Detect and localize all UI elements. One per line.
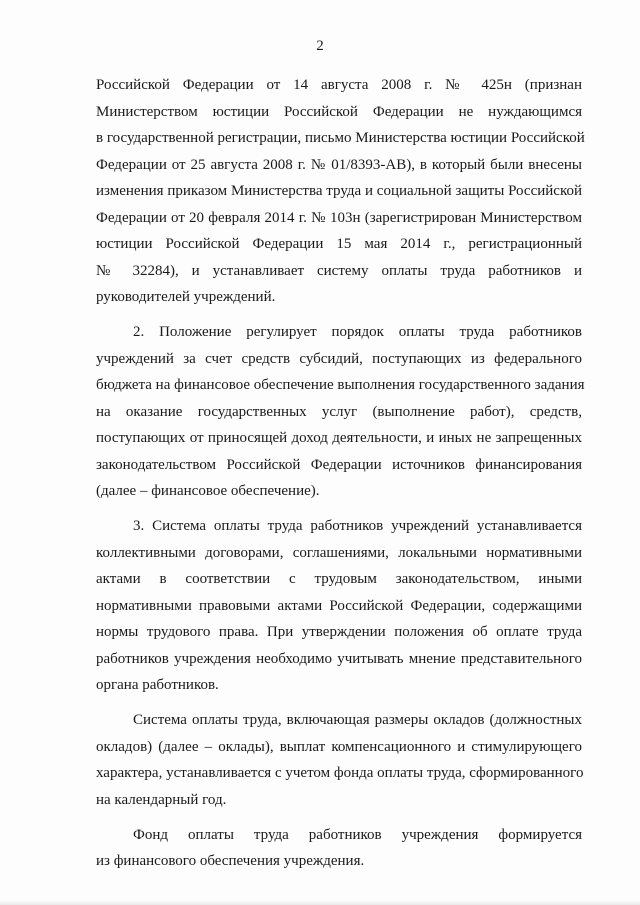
text-line: окладов) (далее – оклады), выплат компенсационного и стимулирующего	[96, 738, 582, 755]
paragraph-clause-3-system	[96, 707, 582, 813]
text-line: в государственной регистрации, письмо Министерства юстиции Российской	[96, 130, 585, 146]
text-line: нормативными правовыми актами Российской Федерации, содержащими	[96, 597, 582, 614]
text-line: изменения приказом Министерства труда и социальной защиты Российской	[96, 183, 582, 199]
text-line: работников учреждения необходимо учитывать мнение представительного	[96, 650, 582, 667]
text-line: (далее – финансовое обеспечение).	[96, 483, 320, 499]
text-line: Федерации от 20 февраля 2014 г. № 103н (зарегистрирован Министерством	[96, 209, 582, 226]
text-line: бюджета на финансовое обеспечение выполнения государственного задания	[96, 377, 585, 393]
text-line: учреждений за счет средств субсидий, поступающих из федерального	[96, 350, 582, 367]
paragraph-clause-3	[96, 513, 582, 699]
text-line: 2. Положение регулирует порядок оплаты труда работников	[133, 324, 582, 340]
text-line: законодательством Российской Федерации источников финансирования	[96, 456, 582, 473]
text-line: органа работников.	[96, 677, 219, 693]
paragraph-clause-2	[96, 319, 585, 505]
text-line: на календарный год.	[96, 791, 227, 808]
text-line: коллективными договорами, соглашениями, локальными нормативными	[96, 544, 582, 561]
text-line: юстиции Российской Федерации 15 мая 2014 г., регистрационный	[96, 236, 582, 252]
text-line: Министерством юстиции Российской Федерации не нуждающимся	[96, 103, 582, 120]
paragraph-clause-3-fund	[96, 822, 582, 875]
text-line: на оказание государственных услуг (выполнение работ), средств,	[96, 403, 582, 420]
text-line: Российской Федерации от 14 августа 2008 г. № 425н (признан	[96, 77, 582, 93]
text-line: нормы трудового права. При утверждении положения об оплате труда	[96, 624, 582, 640]
paragraph-intro-continuation	[96, 72, 585, 311]
text-line: поступающих от приносящей доход деятельности, и иных не запрещенных	[96, 430, 582, 446]
document-body	[96, 72, 585, 875]
scan-edge-shadow	[0, 900, 640, 905]
page-number: 2	[316, 38, 324, 54]
text-line: характера, устанавливается с учетом фонда оплаты труда, сформированного	[96, 765, 584, 781]
text-line: № 32284), и устанавливает систему оплаты труда работников и	[96, 262, 582, 279]
text-line: Система оплаты труда, включающая размеры окладов (должностных	[133, 712, 582, 728]
text-line: 3. Система оплаты труда работников учреждений устанавливается	[133, 518, 582, 534]
text-line: из финансового обеспечения учреждения.	[96, 853, 365, 869]
text-line: руководителей учреждений.	[96, 289, 276, 305]
text-line: актами в соответствии с трудовым законодательством, иными	[96, 571, 582, 587]
text-line: Фонд оплаты труда работников учреждения формируется	[133, 826, 582, 843]
text-line: Федерации от 25 августа 2008 г. № 01/8393-АВ), в который были внесены	[96, 156, 582, 173]
